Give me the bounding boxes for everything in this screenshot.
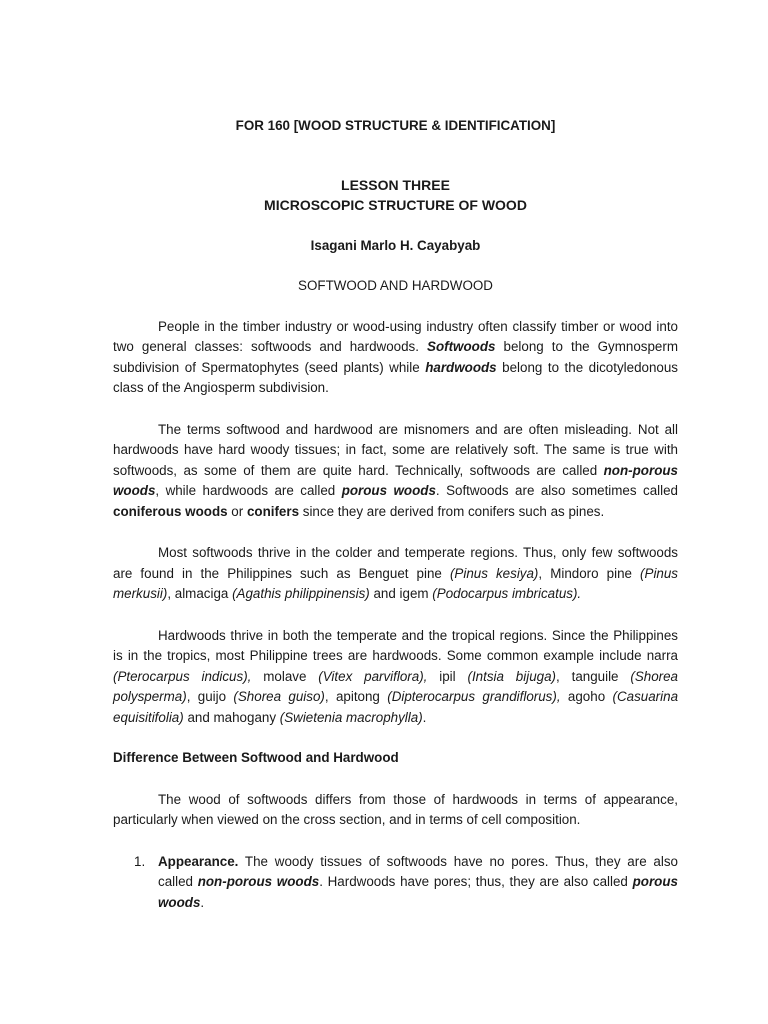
species-name: (Vitex parviflora), [318,668,428,684]
term-porous-woods: porous woods [341,483,436,498]
lesson-heading [113,175,678,215]
text-run: belong to the dicotyledonous class of the Angiosperm subdivision. [113,359,678,395]
text-run: , Mindoro pine [538,565,641,581]
section-title: SOFTWOOD AND HARDWOOD [298,278,493,293]
term-non-porous-woods: non-porous woods [113,462,678,498]
species-name: (Agathis philippinensis) [232,586,370,601]
difference-list [113,852,678,914]
text-run: ipil [427,668,468,684]
text-run: The terms softwood and hardwood are misnomers and are often misleading. Not all hardwoods have hard woody tissues; in fact, some are relatively soft. The same is true with softwoods, as some of them are quite hard. Technically, softwoods are called [113,421,678,478]
text-run: , while hardwoods are called [155,483,342,498]
text-run: . [422,709,427,725]
text-run: belong to the Gymnosperm subdivision of Spermatophytes (seed plants) while [113,339,678,375]
text-run: , almaciga [167,586,233,601]
subheading-difference: Difference Between Softwood and Hardwood [113,750,399,765]
paragraph-softwood-species [113,543,678,605]
species-name: (Shorea guiso) [233,689,325,704]
species-name: (Swietenia macrophylla) [279,709,423,725]
species-name: (Pterocarpus indicus), [113,668,252,684]
list-item [113,852,678,914]
lesson-number: LESSON THREE [341,176,450,193]
text-run: . Hardwoods have pores; thus, they are also called [319,874,633,889]
text-run: since they are derived from conifers such as pines. [299,503,605,519]
text-run: . [200,894,205,910]
species-name: (Dipterocarpus grandiflorus), [387,689,561,704]
term-non-porous-woods: non-porous woods [197,874,320,889]
text-run: Hardwoods thrive in both the temperate and the tropical regions. Since the Philippines is in the tropics, most Philippine trees are hardwoods. Some common example include narra [113,627,678,663]
text-run: molave [251,668,319,684]
term-hardwoods: hardwoods [425,359,497,375]
text-run: agoho [560,689,613,704]
paragraph-classification [113,317,678,399]
term-coniferous-woods: coniferous woods [113,503,228,519]
list-item-heading: Appearance. [158,853,239,869]
species-name: (Casuarina equisitifolia) [113,689,679,725]
paragraph-hardwood-species [113,626,678,729]
text-run: The woody tissues of softwoods have no pores. Thus, they are also called [158,853,678,889]
text-run: or [227,503,247,519]
species-name: (Pinus merkusii) [113,565,679,601]
list-number: 1. [134,853,146,869]
text-run: . Softwoods are also sometimes called [435,483,678,498]
species-name: (Pinus kesiya) [449,565,539,581]
text-run: Most softwoods thrive in the colder and temperate regions. Thus, only few softwoods are found in the Philippines such as Benguet pine [113,545,678,581]
text-run: , guijo [186,689,234,704]
lesson-title: MICROSCOPIC STRUCTURE OF WOOD [264,196,527,213]
course-header: FOR 160 [WOOD STRUCTURE & IDENTIFICATION] [235,118,556,133]
text-run: and igem [369,586,433,601]
text-run: People in the timber industry or wood-using industry often classify timber or wood into two general classes: softwoods and hardwoods. [113,318,678,354]
text-run: , tanguile [556,668,631,684]
paragraph-misnomers [113,420,678,523]
term-porous-woods: porous woods [158,874,678,910]
species-name: (Shorea polysperma) [113,668,678,704]
paragraph-differences-intro: The wood of softwoods differs from those of hardwoods in terms of appearance, particularly when viewed on the cross section, and in terms of cell composition. [113,791,678,827]
term-conifers: conifers [246,503,300,519]
text-run: and mahogany [183,709,280,725]
author-name: Isagani Marlo H. Cayabyab [310,237,481,253]
text-run: , apitong [324,689,388,704]
species-name: (Intsia bijuga) [467,668,557,684]
term-softwoods: Softwoods [427,339,496,354]
species-name: (Podocarpus imbricatus). [432,586,582,601]
